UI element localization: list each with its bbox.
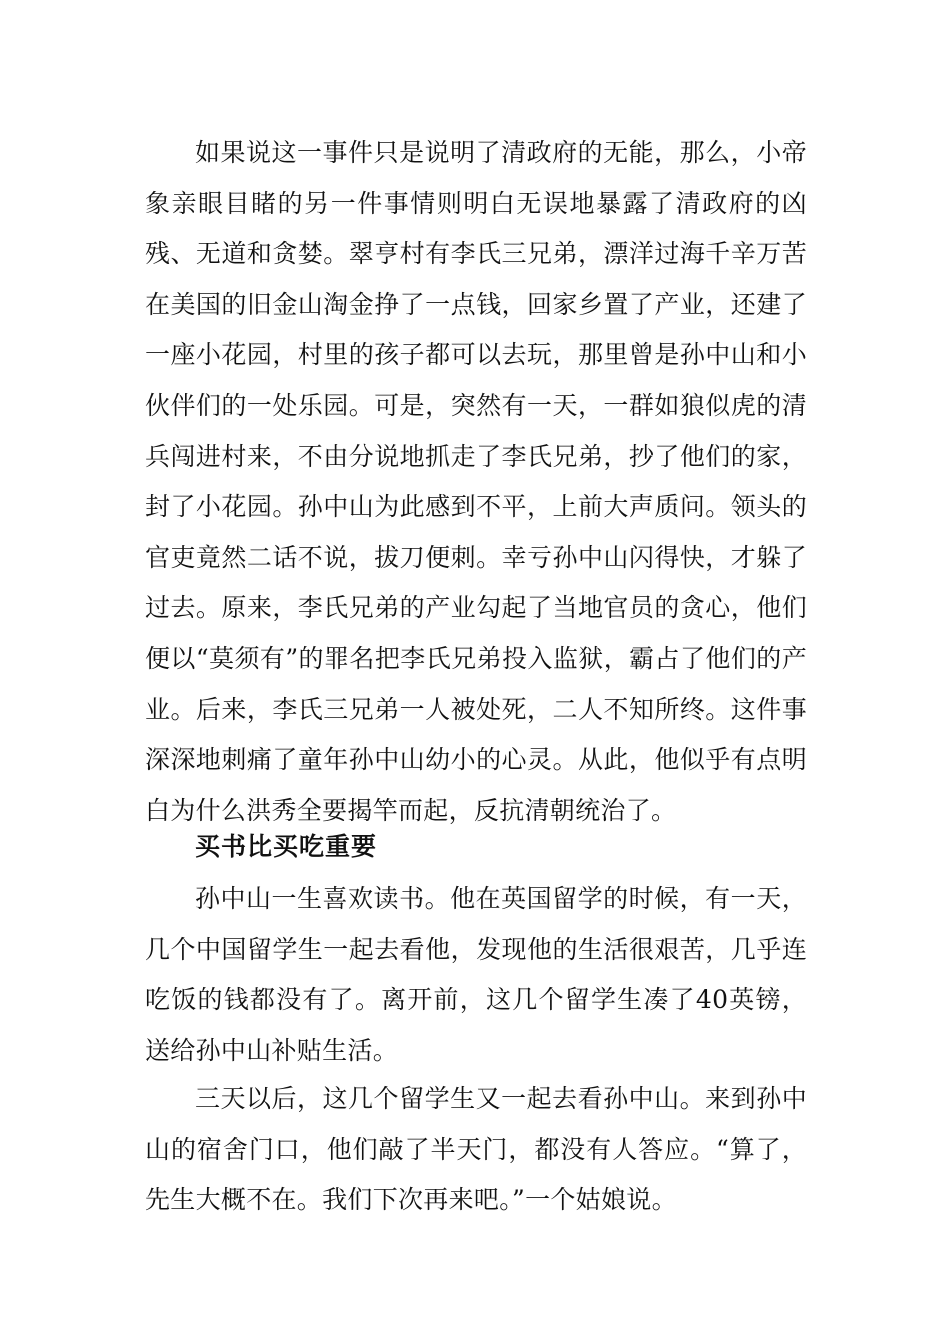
paragraph-block [145,874,807,1076]
paragraph-block [145,128,807,836]
paragraph-block [145,1074,807,1226]
section-heading: 买书比买吃重要 [195,832,378,861]
body-paragraph: 如果说这一事件只是说明了清政府的无能，那么，小帝象亲眼目睹的另一件事情则明白无误地暴露了清政府的凶残、无道和贪婪。翠亨村有李氏三兄弟，漂洋过海千辛万苦在美国的旧金山淘金挣了一点钱，回家乡置了产业，还建了一座小花园，村里的孩子都可以去玩，那里曾是孙中山和小伙伴们的一处乐园。可是，突然有一天，一群如狼似虎的清兵闯进村来，不由分说地抓走了李氏兄弟，抄了他们的家，封了小花园。孙中山为此感到不平，上前大声质问。领头的官吏竟然二话不说，拔刀便刺。幸亏孙中山闪得快，才躲了过去。原来，李氏兄弟的产业勾起了当地官员的贪心，他们便以“莫须有”的罪名把李氏兄弟投入监狱，霸占了他们的产业。后来，李氏三兄弟一人被处死，二人不知所终。这件事深深地刺痛了童年孙中山幼小的心灵。从此，他似乎有点明白为什么洪秀全要揭竿而起，反抗清朝统治了。 [145,138,807,825]
body-paragraph: 孙中山一生喜欢读书。他在英国留学的时候，有一天，几个中国留学生一起去看他，发现他的生活很艰苦，几乎连吃饭的钱都没有了。离开前，这几个留学生凑了40英镑，送给孙中山补贴生活。 [145,884,807,1065]
body-paragraph: 三天以后，这几个留学生又一起去看孙中山。来到孙中山的宿舍门口，他们敲了半天门，都没有人答应。“算了，先生大概不在。我们下次再来吧。”一个姑娘说。 [145,1084,807,1215]
